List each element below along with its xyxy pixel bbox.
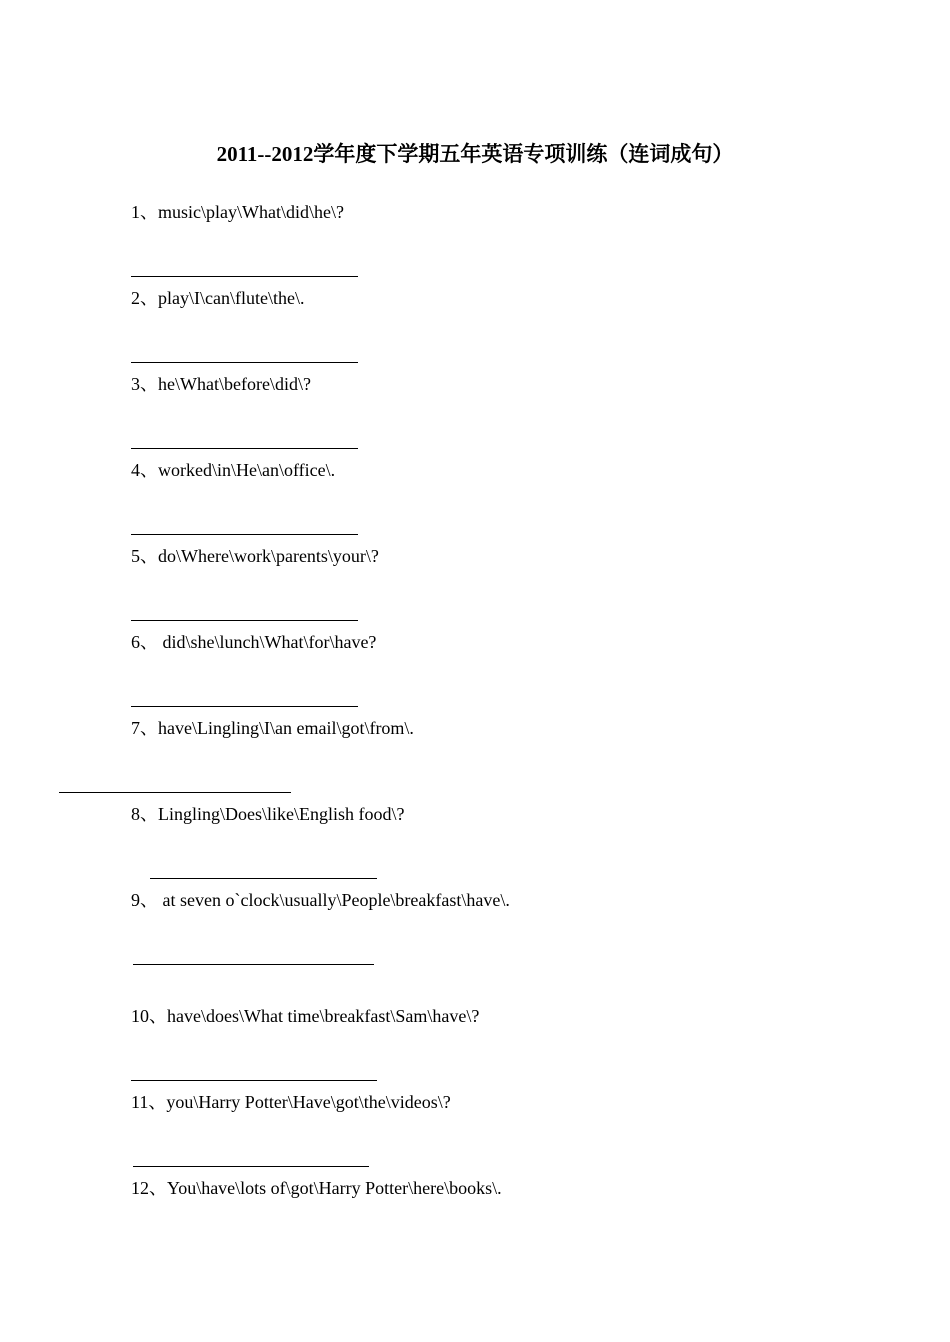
- question-9: 9、 at seven o`clock\usually\People\breakfast\have\.: [131, 890, 510, 910]
- answer-line-3: [131, 448, 358, 449]
- question-11: 11、you\Harry Potter\Have\got\the\videos\?: [131, 1092, 451, 1112]
- question-5: 5、do\Where\work\parents\your\?: [131, 546, 379, 566]
- question-10: 10、have\does\What time\breakfast\Sam\have\?: [131, 1006, 480, 1026]
- question-1: 1、music\play\What\did\he\?: [131, 202, 344, 222]
- question-2: 2、play\I\can\flute\the\.: [131, 288, 305, 308]
- question-6: 6、 did\she\lunch\What\for\have?: [131, 632, 377, 652]
- page-title: 2011--2012学年度下学期五年英语专项训练（连词成句）: [216, 142, 734, 166]
- question-3: 3、he\What\before\did\?: [131, 374, 311, 394]
- answer-line-6: [131, 706, 358, 707]
- answer-line-11: [133, 1166, 369, 1167]
- answer-line-5: [131, 620, 358, 621]
- question-4: 4、worked\in\He\an\office\.: [131, 460, 336, 480]
- question-7: 7、have\Lingling\I\an email\got\from\.: [131, 718, 414, 738]
- answer-line-1: [131, 276, 358, 277]
- answer-line-2: [131, 362, 358, 363]
- answer-line-9: [133, 964, 374, 965]
- answer-line-4: [131, 534, 358, 535]
- answer-line-7: [59, 792, 291, 793]
- answer-line-10: [131, 1080, 377, 1081]
- question-12: 12、You\have\lots of\got\Harry Potter\here\books\.: [131, 1178, 502, 1198]
- question-8: 8、Lingling\Does\like\English food\?: [131, 804, 405, 824]
- answer-line-8: [150, 878, 377, 879]
